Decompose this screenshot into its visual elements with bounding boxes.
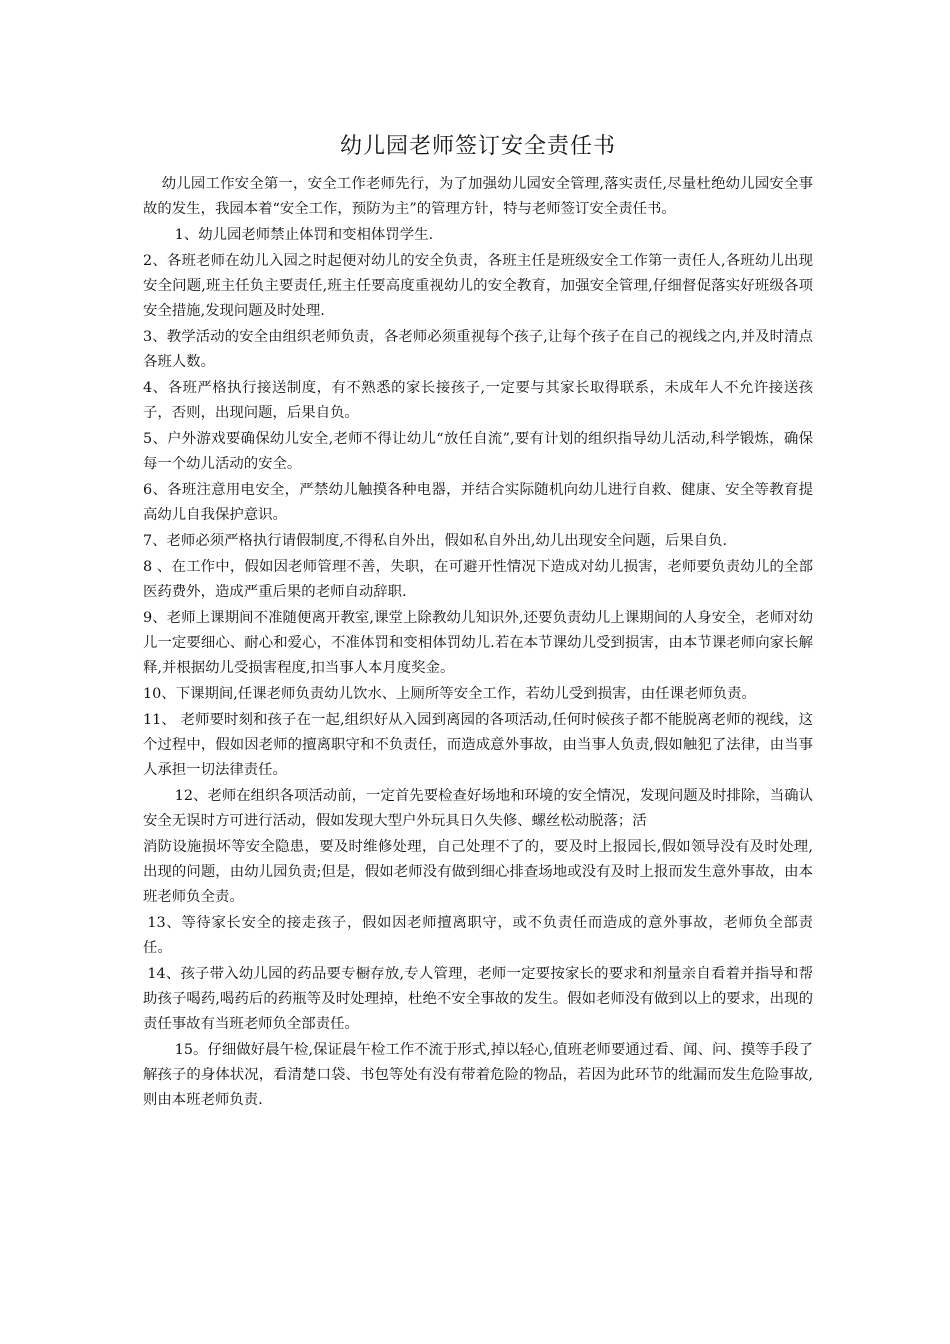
clause-13: 13、等待家长安全的接走孩子，假如因老师擅离职守，或不负责任而造成的意外事故，老师负全部责任。 (143, 915, 813, 956)
clause-8: 8 、在工作中，假如因老师管理不善，失职，在可避开性情况下造成对幼儿损害，老师要负责幼儿的全部医药费外，造成严重后果的老师自动辞职. (143, 559, 813, 600)
intro-paragraph: 幼儿园工作安全第一，安全工作老师先行，为了加强幼儿园安全管理,落实责任,尽量杜绝幼儿园安全事故的发生，我园本着“安全工作，预防为主”的管理方针，特与老师签订安全责任书。 (143, 176, 813, 217)
clause-4: 4、各班严格执行接送制度，有不熟悉的家长接孩子,一定要与其家长取得联系，未成年人不允许接送孩子，否则，出现问题，后果自负。 (143, 380, 813, 421)
clause-5: 5、户外游戏要确保幼儿安全,老师不得让幼儿“放任自流”,要有计划的组织指导幼儿活动,科学锻炼，确保每一个幼儿活动的安全。 (143, 431, 813, 472)
clause-2: 2、各班老师在幼儿入园之时起便对幼儿的安全负责，各班主任是班级安全工作第一责任人,各班幼儿出现安全问题,班主任负主要责任,班主任要高度重视幼儿的安全教育，加强安全管理,仔细督促落实好班级各项安全措施,发现问题及时处理. (143, 253, 813, 319)
clause-3: 3、教学活动的安全由组织老师负责，各老师必须重视每个孩子,让每个孩子在自己的视线之内,并及时清点各班人数。 (143, 329, 813, 370)
clause-11: 11、 老师要时刻和孩子在一起,组织好从入园到离园的各项活动,任何时候孩子都不能脱离老师的视线，这个过程中，假如因老师的擅离职守和不负责任，而造成意外事故，由当事人负责,假如触犯了法律，由当事人承担一切法律责任。 (143, 712, 813, 778)
document-title: 幼儿园老师签订安全责任书 (339, 134, 616, 159)
clause-12: 12、老师在组织各项活动前，一定首先要检查好场地和环境的安全情况，发现问题及时排除，当确认安全无误时方可进行活动，假如发现大型户外玩具日久失修、螺丝松动脱落；活 (143, 788, 813, 829)
clause-9: 9、老师上课期间不准随便离开教室,课堂上除教幼儿知识外,还要负责幼儿上课期间的人身安全，老师对幼儿一定要细心、耐心和爱心，不准体罚和变相体罚幼儿.若在本节课幼儿受到损害，由本节课老师向家长解释,并根据幼儿受损害程度,扣当事人本月度奖金。 (143, 610, 813, 676)
clause-7: 7、老师必须严格执行请假制度,不得私自外出，假如私自外出,幼儿出现安全问题，后果自负. (143, 533, 728, 549)
clause-1: 1、幼儿园老师禁止体罚和变相体罚学生. (174, 227, 434, 243)
document-page (143, 130, 813, 1114)
clause-6: 6、各班注意用电安全，严禁幼儿触摸各种电器，并结合实际随机向幼儿进行自救、健康、安全等教育提高幼儿自我保护意识。 (143, 482, 813, 523)
clause-15: 15。仔细做好晨午检,保证晨午检工作不流于形式,掉以轻心,值班老师要通过看、闻、问、摸等手段了解孩子的身体状况，看清楚口袋、书包等处有没有带着危险的物品，若因为此环节的纰漏而发生危险事故,则由本班老师负责. (143, 1042, 813, 1108)
clause-10: 10、下课期间,任课老师负责幼儿饮水、上厕所等安全工作，若幼儿受到损害，由任课老师负责。 (143, 686, 756, 702)
clause-12-continued: 消防设施损坏等安全隐患，要及时维修处理，自己处理不了的，要及时上报园长,假如领导没有及时处理,出现的问题，由幼儿园负责;但是，假如老师没有做到细心排查场地或没有及时上报而发生意外事故，由本班老师负全责。 (143, 839, 813, 905)
clause-14: 14、孩子带入幼儿园的药品要专橱存放,专人管理，老师一定要按家长的要求和剂量亲自看着并指导和帮助孩子喝药,喝药后的药瓶等及时处理掉，杜绝不安全事故的发生。假如老师没有做到以上的要求，出现的责任事故有当班老师负全部责任。 (143, 966, 813, 1032)
